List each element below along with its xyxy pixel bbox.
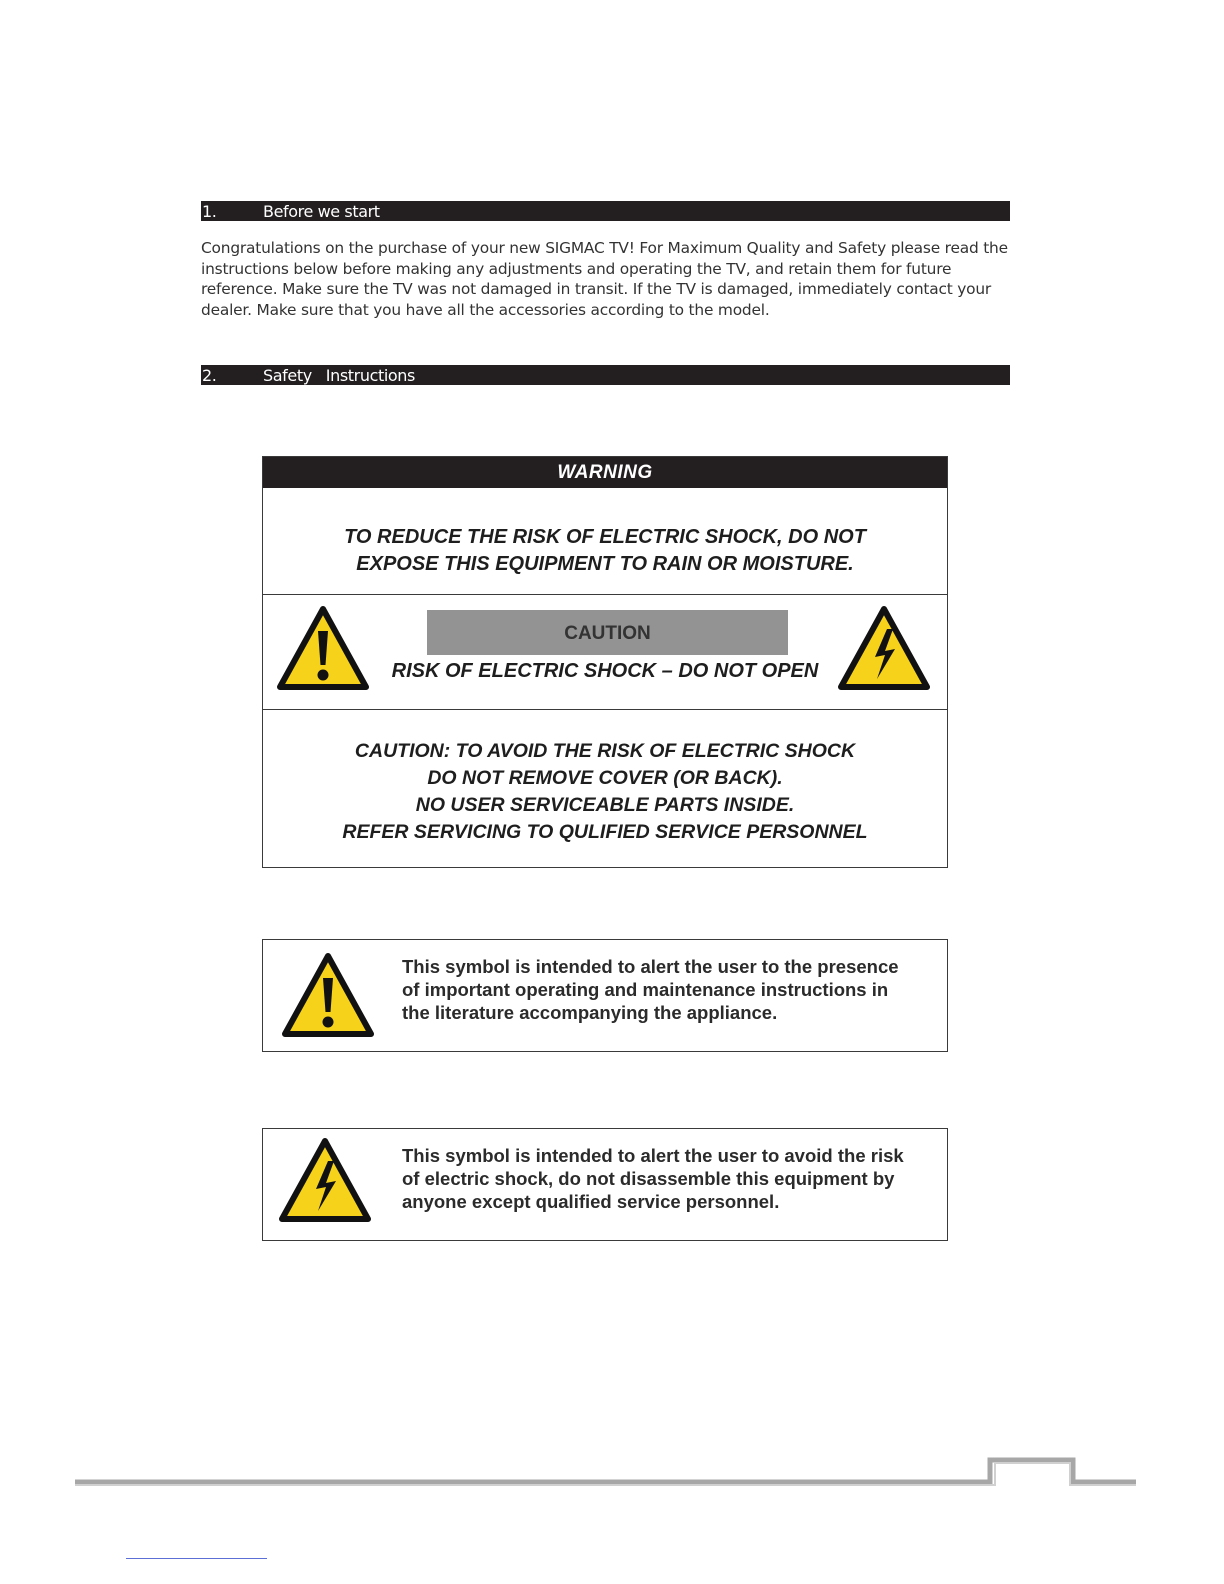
electric-shock-warning-icon [278,1137,372,1225]
section-title-word: Instructions [325,366,415,385]
warning-header: WARNING [263,457,947,488]
section-number: 2. [202,366,217,385]
section-heading-safety-instructions [201,365,1010,385]
section-title [263,365,415,386]
section-number: 1. [202,202,217,221]
intro-line: reference. Make sure the TV was not damaged in transit. If the TV is damaged, immediately contact your [201,280,992,299]
section-title-word: Safety [263,366,312,385]
footer-rule [0,1450,1224,1500]
symbol-line: This symbol is intended to alert the user to avoid the risk [402,1145,904,1166]
intro-line: dealer. Make sure that you have all the accessories according to the model. [201,301,770,320]
section-title [263,201,380,222]
symbol-explanation-box [262,1128,948,1241]
exclamation-warning-icon [281,952,375,1040]
caution-text [263,738,947,846]
caution-label: CAUTION [427,610,788,655]
symbol-line: of important operating and maintenance instructions in [402,979,889,1000]
risk-text: RISK OF ELECTRIC SHOCK – DO NOT OPEN [391,660,819,682]
symbol-line: This symbol is intended to alert the user to the presence [402,956,899,977]
symbol-line: anyone except qualified service personnel. [402,1191,780,1212]
symbol-description [402,1144,942,1213]
caution-line: CAUTION: TO AVOID THE RISK OF ELECTRIC SHOCK [354,740,856,762]
symbol-explanation-box [262,939,948,1052]
symbol-line: of electric shock, do not disassemble this equipment by [402,1168,895,1189]
symbol-line: the literature accompanying the appliance. [402,1002,778,1023]
warning-box [262,456,948,868]
divider [263,709,947,710]
symbol-description [402,955,942,1024]
caution-line: NO USER SERVICEABLE PARTS INSIDE. [415,794,795,816]
section-title-text: Before we start [263,202,380,221]
footer-link-underline [126,1558,267,1559]
warning-line: TO REDUCE THE RISK OF ELECTRIC SHOCK, DO NOT [344,526,866,548]
caution-line: REFER SERVICING TO QULIFIED SERVICE PERSONNEL [342,821,868,843]
intro-paragraph [201,238,1041,321]
divider [263,594,947,595]
intro-line: instructions below before making any adjustments and operating the TV, and retain them for future [201,259,952,278]
section-heading-before-we-start [201,201,1010,221]
intro-line: Congratulations on the purchase of your new SIGMAC TV! For Maximum Quality and Safety please read the [201,239,1008,257]
warning-text [263,524,947,578]
electric-shock-warning-icon [837,605,931,693]
caution-line: DO NOT REMOVE COVER (OR BACK). [427,767,783,789]
warning-line: EXPOSE THIS EQUIPMENT TO RAIN OR MOISTURE. [356,553,854,575]
